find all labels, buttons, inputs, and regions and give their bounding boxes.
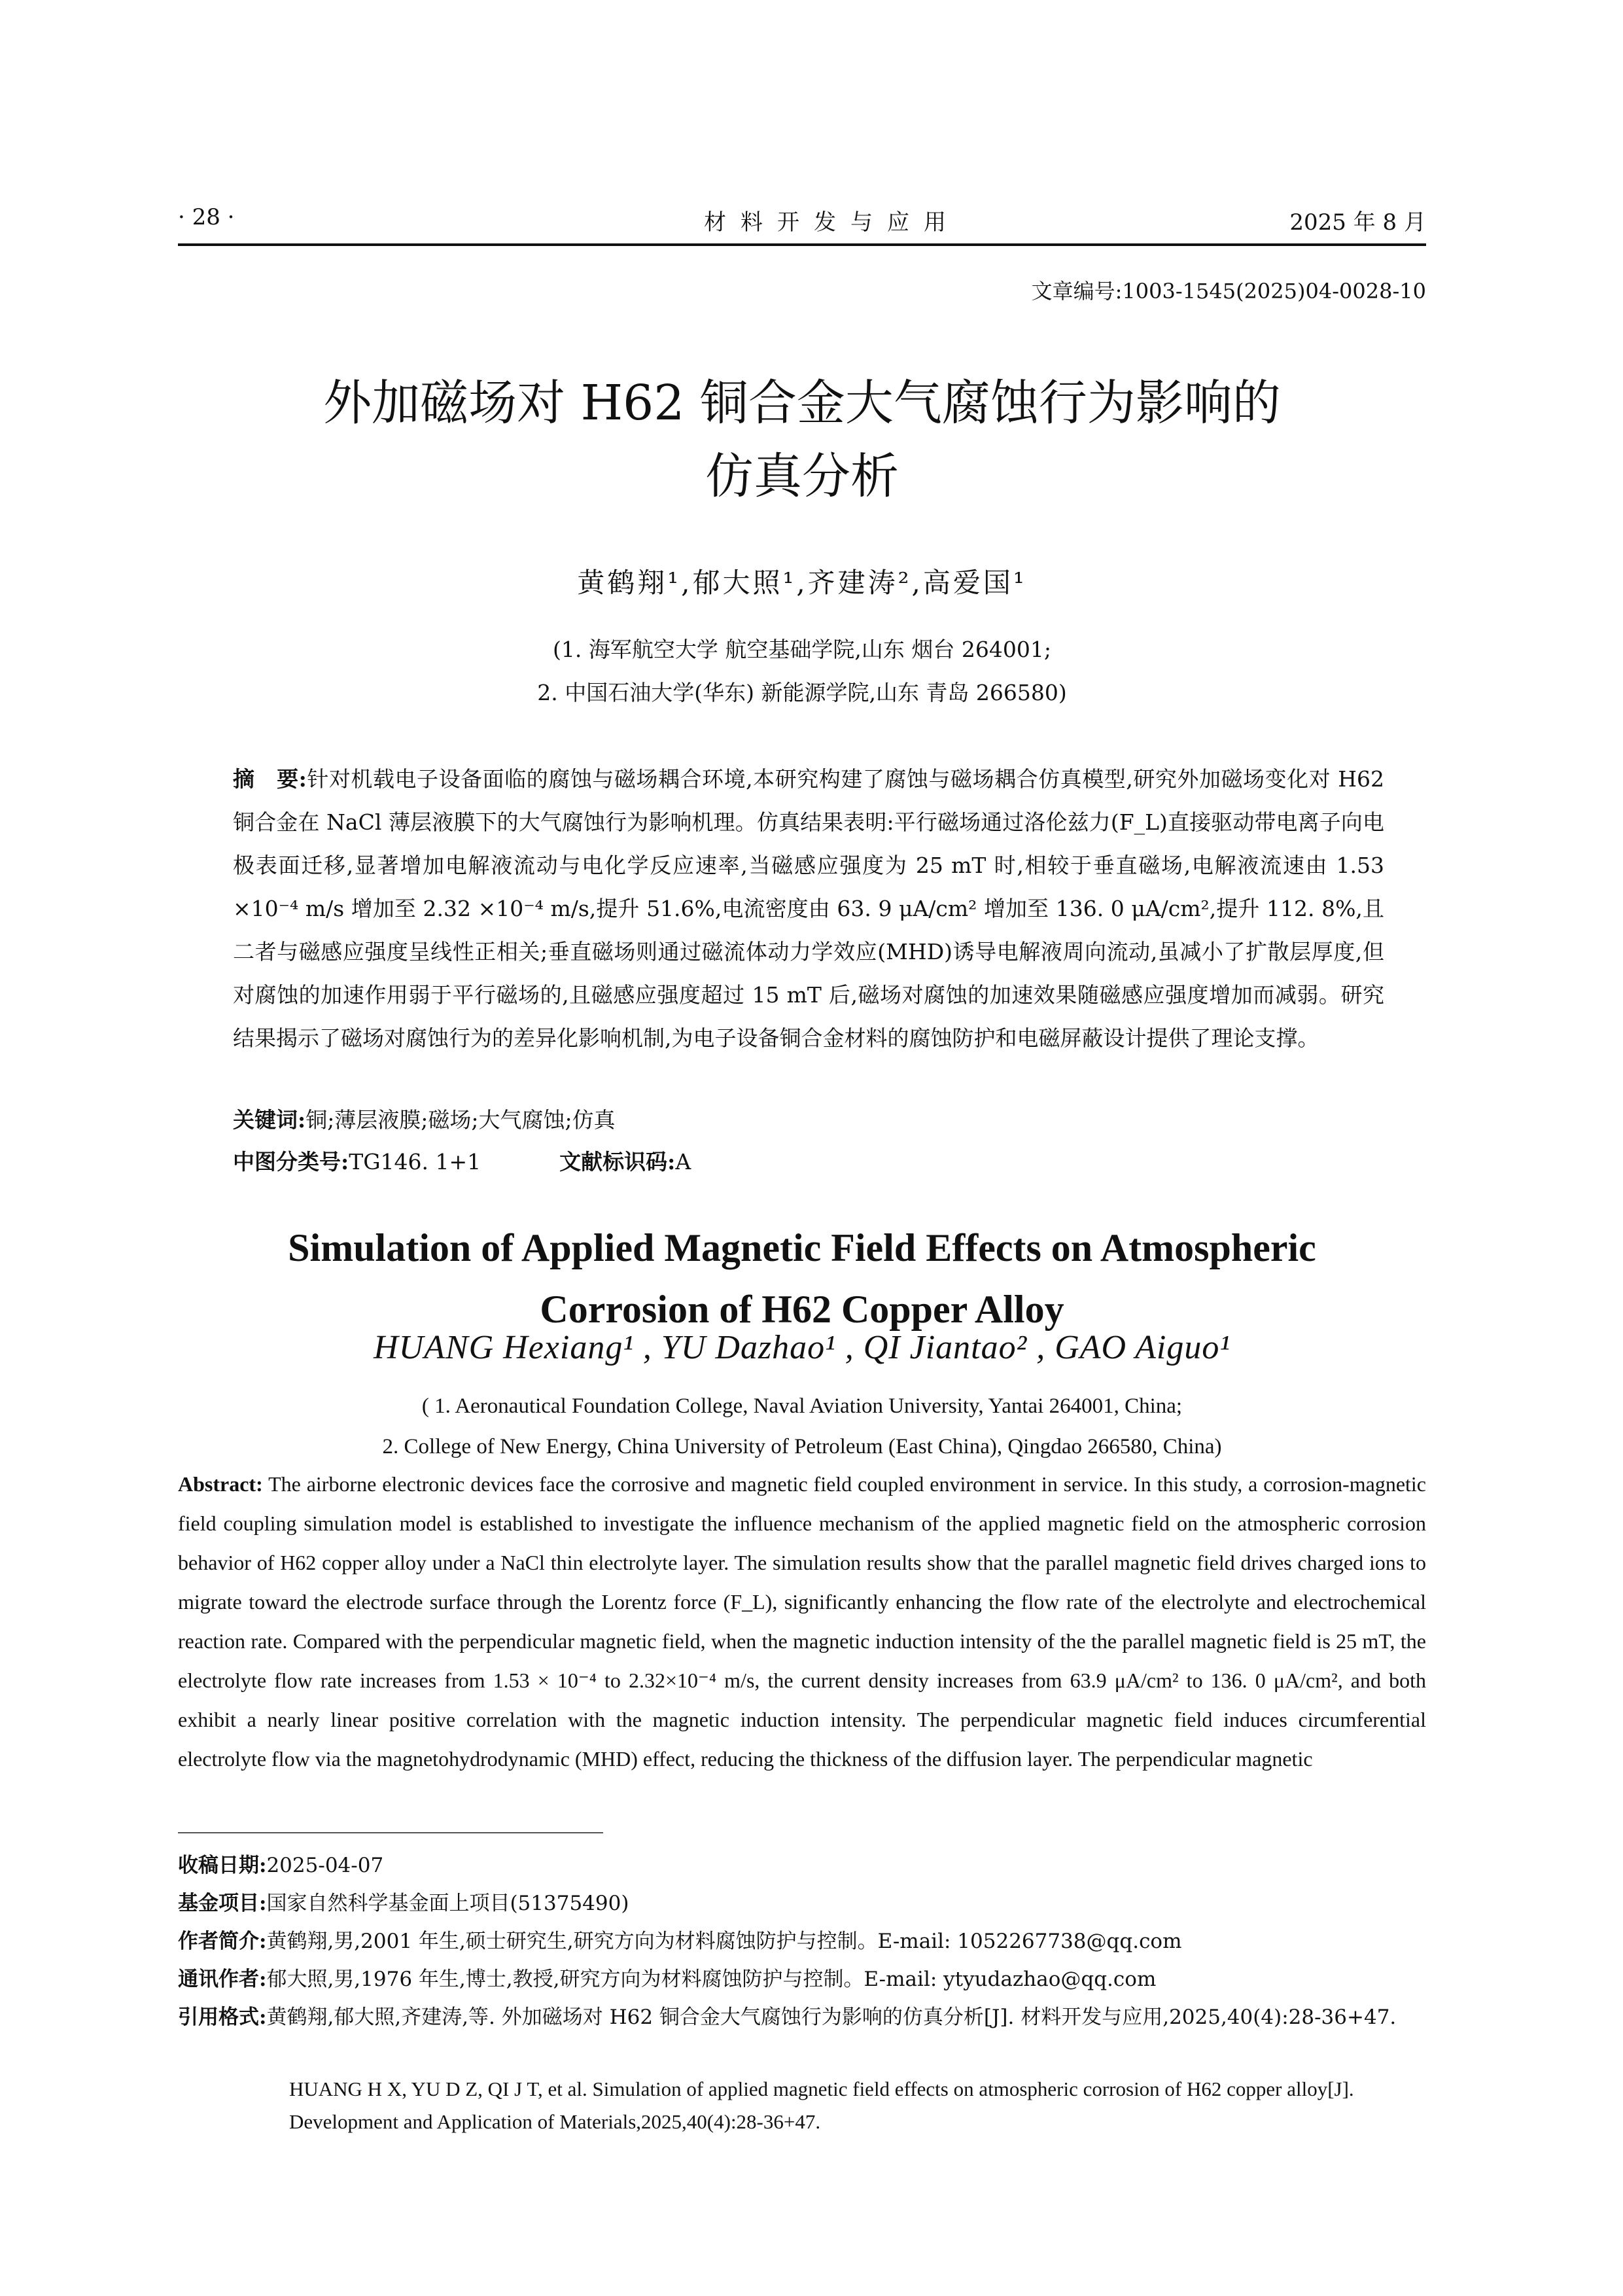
english-affiliations bbox=[178, 1386, 1426, 1467]
doc-code-label: 文献标识码: bbox=[559, 1149, 676, 1174]
citation-label: 引用格式: bbox=[178, 2005, 267, 2029]
page-number: · 28 · bbox=[178, 204, 235, 230]
corresponding-text: 郁大照,男,1976 年生,博士,教授,研究方向为材料腐蚀防护与控制。E-mail: ytyudazhao@qq.com bbox=[266, 1968, 1157, 1991]
english-title bbox=[178, 1217, 1426, 1340]
citation-en: HUANG H X, YU D Z, QI J T, et al. Simulation of applied magnetic field effects on atmospheric corrosion of H62 copper alloy[J]. Development and Application of Materials,2025,40(4):28-36+47. bbox=[289, 2077, 1354, 2133]
fund-text: 国家自然科学基金面上项目(51375490) bbox=[266, 1892, 629, 1915]
header-rule bbox=[178, 243, 1426, 246]
chinese-title-line-2: 仿真分析 bbox=[705, 448, 899, 504]
chinese-abstract-text: 针对机载电子设备面临的腐蚀与磁场耦合环境,本研究构建了腐蚀与磁场耦合仿真模型,研究外加磁场变化对 H62 铜合金在 NaCl 薄层液膜下的大气腐蚀行为影响机理。仿真结果表明:平行磁场通过洛伦兹力(F_L)直接驱动带电离子向电极表面迁移,显著增加电解液流动与电化学反应速率,当磁感应强度为 25 mT 时,相较于垂直磁场,电解液流速由 1.53 ×10⁻⁴ m/s 增加至 2.32 ×10⁻⁴ m/s,提升 51.6%,电流密度由 63. 9 μA/cm² 增加至 136. 0 μA/cm²,提升 112. 8%,且二者与磁感应强度呈线性正相关;垂直磁场则通过磁流体动力学效应(MHD)诱导电解液周向流动,虽减小了扩散层厚度,但对腐蚀的加速作用弱于平行磁场的,且磁感应强度超过 15 mT 后,磁场对腐蚀的加速效果随磁感应强度增加而减弱。研究结果揭示了磁场对腐蚀行为的差异化影响机制,为电子设备铜合金材料的腐蚀防护和电磁屏蔽设计提供了理论支撑。 bbox=[233, 766, 1384, 1051]
english-abstract-label: Abstract: bbox=[178, 1472, 263, 1496]
english-title-line-2: Corrosion of H62 Copper Alloy bbox=[540, 1288, 1064, 1331]
journal-name: 材料开发与应用 bbox=[704, 209, 960, 236]
author-label: 作者简介: bbox=[178, 1930, 267, 1953]
chinese-affiliation-2: 2. 中国石油大学(华东) 新能源学院,山东 青岛 266580) bbox=[537, 680, 1067, 705]
english-abstract-text: The airborne electronic devices face the corrosive and magnetic field coupled environment in service. In this study, a corrosion-magnetic field coupling simulation model is established to investigate the influence mechanism of the applied magnetic field on the atmospheric corrosion behavior of H62 copper alloy under a NaCl thin electrolyte layer. The simulation results show that the parallel magnetic field drives charged ions to migrate toward the electrode surface through the Lorentz force (F_L), significantly enhancing the flow rate of the electrolyte and electrochemical reaction rate. Compared with the perpendicular magnetic field, when the magnetic induction intensity of the the parallel magnetic field is 25 mT, the electrolyte flow rate increases from 1.53 × 10⁻⁴ to 2.32×10⁻⁴ m/s, the current density increases from 63.9 μA/cm² to 136. 0 μA/cm², and both exhibit a nearly linear positive correlation with the magnetic induction intensity. The perpendicular magnetic field induces circumferential electrolyte flow via the magnetohydrodynamic (MHD) effect, reducing the thickness of the diffusion layer. The perpendicular magnetic bbox=[178, 1472, 1427, 1771]
corresponding-label: 通讯作者: bbox=[178, 1968, 267, 1991]
english-authors: HUANG Hexiang¹ , YU Dazhao¹ , QI Jiantao² , GAO Aiguo¹ bbox=[374, 1329, 1230, 1366]
fund-label: 基金项目: bbox=[178, 1892, 267, 1915]
chinese-authors: 黄鹤翔¹,郁大照¹,齐建涛²,高爱国¹ bbox=[577, 567, 1027, 599]
chinese-abstract-label: 摘 要: bbox=[233, 766, 307, 792]
received-label: 收稿日期: bbox=[178, 1854, 267, 1877]
footnote-received bbox=[178, 1849, 1426, 1882]
keywords-label: 关键词: bbox=[233, 1107, 306, 1133]
english-abstract bbox=[178, 1464, 1426, 1778]
keywords bbox=[233, 1103, 1384, 1134]
citation-cn: 黄鹤翔,郁大照,齐建涛,等. 外加磁场对 H62 铜合金大气腐蚀行为影响的仿真分析[J]. 材料开发与应用,2025,40(4):28-36+47. bbox=[266, 2005, 1397, 2029]
clc-value: TG146. 1+1 bbox=[349, 1149, 481, 1174]
article-number: 文章编号:1003-1545(2025)04-0028-10 bbox=[1031, 279, 1426, 304]
english-affiliation-2: 2. College of New Energy, China University of Petroleum (East China), Qingdao 266580, China) bbox=[382, 1435, 1222, 1458]
chinese-abstract bbox=[233, 758, 1384, 1060]
chinese-affiliations bbox=[178, 628, 1426, 715]
doc-code-value: A bbox=[675, 1149, 691, 1174]
footnote-corresponding bbox=[178, 1963, 1426, 1996]
keywords-text: 铜;薄层液膜;磁场;大气腐蚀;仿真 bbox=[305, 1107, 616, 1133]
footnote-citation bbox=[178, 2001, 1426, 2034]
clc-label: 中图分类号: bbox=[233, 1149, 349, 1174]
footnote-fund bbox=[178, 1887, 1426, 1920]
running-header bbox=[178, 204, 1426, 239]
chinese-affiliation-1: (1. 海军航空大学 航空基础学院,山东 烟台 264001; bbox=[553, 637, 1051, 662]
footnote-rule bbox=[178, 1832, 603, 1833]
classification bbox=[233, 1145, 1384, 1176]
author-text: 黄鹤翔,男,2001 年生,硕士研究生,研究方向为材料腐蚀防护与控制。E-mail: 1052267738@qq.com bbox=[266, 1930, 1182, 1953]
received-date: 2025-04-07 bbox=[266, 1854, 384, 1877]
chinese-title-line-1: 外加磁场对 H62 铜合金大气腐蚀行为影响的 bbox=[323, 375, 1281, 431]
issue-date: 2025 年 8 月 bbox=[1289, 209, 1426, 236]
english-title-line-1: Simulation of Applied Magnetic Field Effects on Atmospheric bbox=[288, 1226, 1316, 1269]
english-affiliation-1: ( 1. Aeronautical Foundation College, Naval Aviation University, Yantai 264001, China; bbox=[421, 1394, 1183, 1418]
footnote-author bbox=[178, 1925, 1426, 1958]
chinese-title bbox=[178, 366, 1426, 513]
